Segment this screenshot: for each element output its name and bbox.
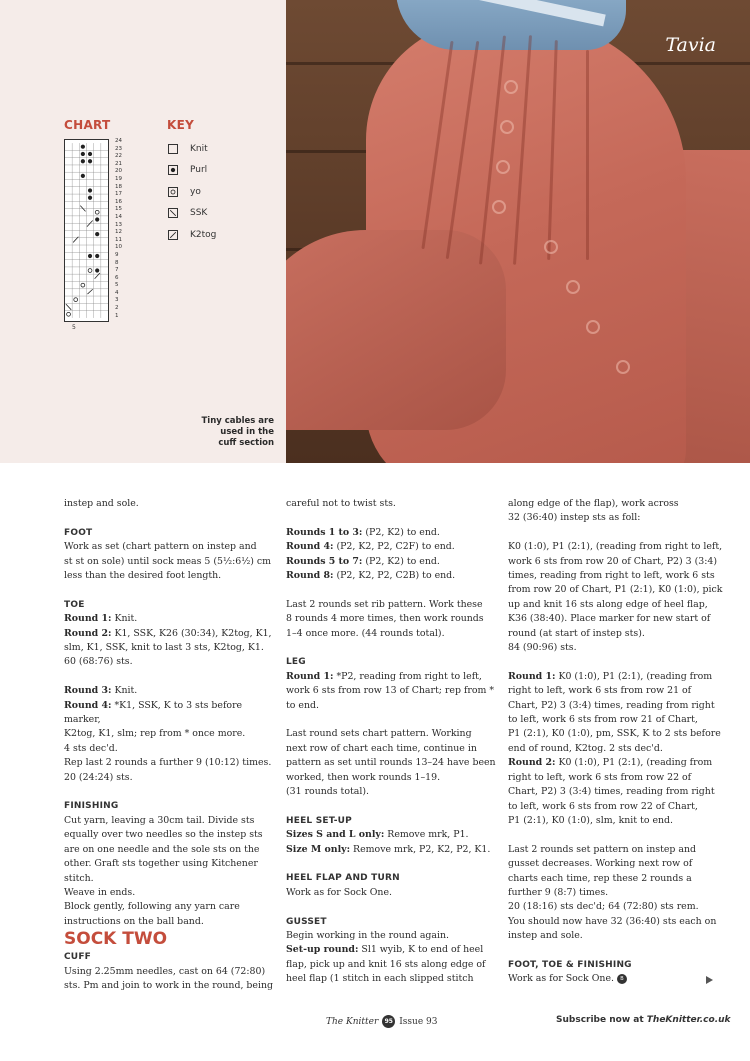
- section-heading-cuff: CUFF: [64, 952, 92, 963]
- sock-two-heading: SOCK TWO: [64, 929, 168, 950]
- key-item-knit: Knit: [168, 138, 216, 160]
- text-column-3: along edge of the flap), work across 32 (36:40) instep sts as foll: K0 (1:0), P1 (2:1), (reading from right to left, work 6 sts from row 20 of Chart, P2) 3 (3:4) times, reading from right to left, work 6 sts from row 20 of Chart, P1 (2:1), K0 (1:0), pick up and knit 16 sts along edge of heel flap, K36 (38:40). Place marker for new start of round (at start of instep sts). 84 (90:96) sts. Round 1: K0 (1:0), P1 (2:1), (reading from right to left, work 6 sts from row 21 of Chart, P2) 3 (3:4) times, reading from right to left, work 6 sts from row 21 of Chart, P1 (2:1), K0 (1:0), pm, SSK, K to 2 sts before end of round, K2tog. 2 sts dec'd. Round 2: K0 (1:0), P1 (2:1), (reading from right to left, work 6 sts from row 22 of Chart, P2) 3 (3:4) times, reading from right to left, work 6 sts from row 22 of Chart, P1 (2:1), K0 (1:0), slm, knit to end. Last 2 rounds set pattern on instep and gusset decreases. Working next row of charts each time, rep these 2 rounds a further 9 (8:7) times. 20 (18:16) sts dec'd; 64 (72:80) sts rem. You should now have 32 (36:40) sts each on instep and sole. FOOT, TOE & FINISHING Work as for Sock One. B: [508, 498, 723, 985]
- magazine-name: The Knitter: [326, 1016, 379, 1027]
- issue-number: Issue 93: [399, 1016, 438, 1027]
- text-column-1: instep and sole. FOOT Work as set (chart pattern on instep and st st on sole) until sock meas 5 (5½:6½) cm less than the desired foot length. TOE Round 1: Knit. Round 2: K1, SSK, K26 (30:34), K2tog, K1, slm, K1, SSK, knit to last 3 sts, K2tog, K1. 60 (68:76) sts. Round 3: Knit. Round 4: *K1, SSK, K to 3 sts before marker, K2tog, K1, slm; rep from * once more. 4 sts dec'd. Rep last 2 rounds a further 9 (10:12) times. 20 (24:24) sts. FINISHING Cut yarn, leaving a 30cm tail. Divide sts equally over two needles so the instep sts are on one needle and the sole sts on the other. Graft sts together using Kitchener stitch. Weave in ends. Block gently, following any yarn care instructions on the ball band. SOCK TWO CUFF Using 2.25mm needles, cast on 64 (72:80) sts. Pm and join to work in the round, being: [64, 497, 279, 993]
- section-heading-toe: TOE: [64, 599, 85, 610]
- chart-panel: [0, 0, 286, 463]
- footer-subscribe: Subscribe now at TheKnitter.co.uk: [556, 1015, 731, 1025]
- section-heading-finishing: FINISHING: [64, 801, 119, 812]
- chart-column-label: 5: [72, 324, 76, 331]
- ssk-icon: [168, 208, 178, 218]
- key-item-yo: yo: [168, 181, 216, 203]
- section-heading-foot: FOOT: [64, 527, 93, 538]
- section-heading-foot-toe-finishing: FOOT, TOE & FINISHING: [508, 959, 632, 970]
- section-heading-leg: LEG: [286, 657, 306, 668]
- page-number: 95: [382, 1015, 395, 1028]
- yo-icon: [168, 187, 178, 197]
- section-heading-gusset: GUSSET: [286, 916, 327, 927]
- photo-caption: Tiny cables are used in the cuff section: [201, 416, 274, 448]
- section-heading-heel-flap: HEEL FLAP AND TURN: [286, 873, 400, 884]
- continue-arrow-icon: [706, 976, 713, 984]
- sock-badge-icon: B: [617, 974, 627, 984]
- chart-title: CHART: [64, 118, 111, 132]
- footer-folio: [326, 1015, 437, 1028]
- purl-icon: [168, 165, 178, 175]
- stitch-chart: [64, 139, 109, 322]
- k2tog-icon: [168, 230, 178, 240]
- subscribe-link[interactable]: TheKnitter.co.uk: [646, 1015, 731, 1025]
- key-list: [168, 138, 216, 246]
- jeans-cuff: [396, 0, 626, 50]
- key-item-k2tog: K2tog: [168, 224, 216, 246]
- text-column-2: careful not to twist sts. Rounds 1 to 3: (P2, K2) to end. Round 4: (P2, K2, P2, C2F) to end. Rounds 5 to 7: (P2, K2) to end. Round 8: (P2, K2, P2, C2B) to end. Last 2 rounds set rib pattern. Work these 8 rounds 4 more times, then work rounds 1–4 once more. (44 rounds total). LEG Round 1: *P2, reading from right to left, work 6 sts from row 13 of Chart; rep from * to end. Last round sets chart pattern. Working next row of chart each time, continue in pattern as set until rounds 13–24 have been worked, then work rounds 1–19. (31 rounds total). HEEL SET-UP Sizes S and L only: Remove mrk, P1. Size M only: Remove mrk, P2, K2, P2, K1. HEEL FLAP AND TURN Work as for Sock One. GUSSET Begin working in the round again. Set-up round: Sl1 wyib, K to end of heel flap, pick up and knit 16 sts along edge of heel flap (1 stitch in each slipped stitch: [286, 497, 501, 987]
- pattern-name: Tavia: [665, 34, 716, 56]
- key-item-ssk: SSK: [168, 203, 216, 225]
- sock-photo: [286, 0, 750, 463]
- body-text: instep and sole.: [64, 498, 139, 509]
- section-heading-heel-setup: HEEL SET-UP: [286, 815, 352, 826]
- key-item-purl: Purl: [168, 160, 216, 182]
- knit-icon: [168, 144, 178, 154]
- chart-row-numbers: 24 23 22 21 20 19 18 17 16 15 14 13 12 11 10 9 8 7 6 5 4 3 2 1: [115, 138, 122, 319]
- key-title: KEY: [167, 118, 195, 132]
